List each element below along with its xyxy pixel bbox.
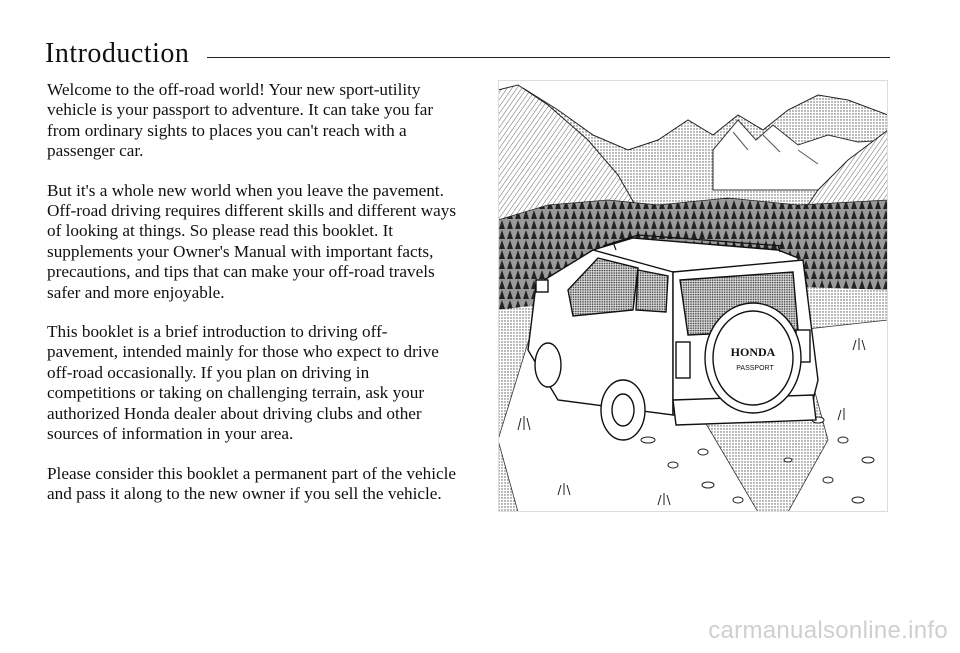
spare-tire-model: PASSPORT [736,365,774,372]
page-header [45,36,890,72]
watermark: carmanualsonline.info [708,617,948,644]
suv-offroad-illustration [498,80,888,512]
intro-text [47,80,457,523]
intro-paragraph-4: Please consider this booklet a permanent part of the vehicle and pass it along to the new owner if you sell the vehicle. [47,463,457,503]
title-rule [207,57,890,58]
intro-paragraph-1: Welcome to the off-road world! Your new sport-utility vehicle is your passport to adventure. It can take you far from ordinary sights to places you can't reach with a passenger car. [47,80,434,161]
spare-tire [705,303,801,413]
page-title: Introduction [45,38,190,69]
illustration-svg [498,80,888,512]
spare-tire-brand: HONDA [730,345,776,359]
intro-paragraph-2: But it's a whole new world when you leave the pavement. Off-road driving requires different skills and different ways of looking at things. So please read this booklet. It supplements your Owner's Manual with important facts, precautions, and tips that can make your off-road travels safer and more enjoyable. [47,180,457,302]
intro-paragraph-3: This booklet is a brief introduction to driving off-pavement, intended mainly for those who expect to drive off-road occasionally. If you plan on driving in competitions or taking on challenging terrain, ask your authorized Honda dealer about driving clubs and other sources of information in your area. [47,322,439,444]
